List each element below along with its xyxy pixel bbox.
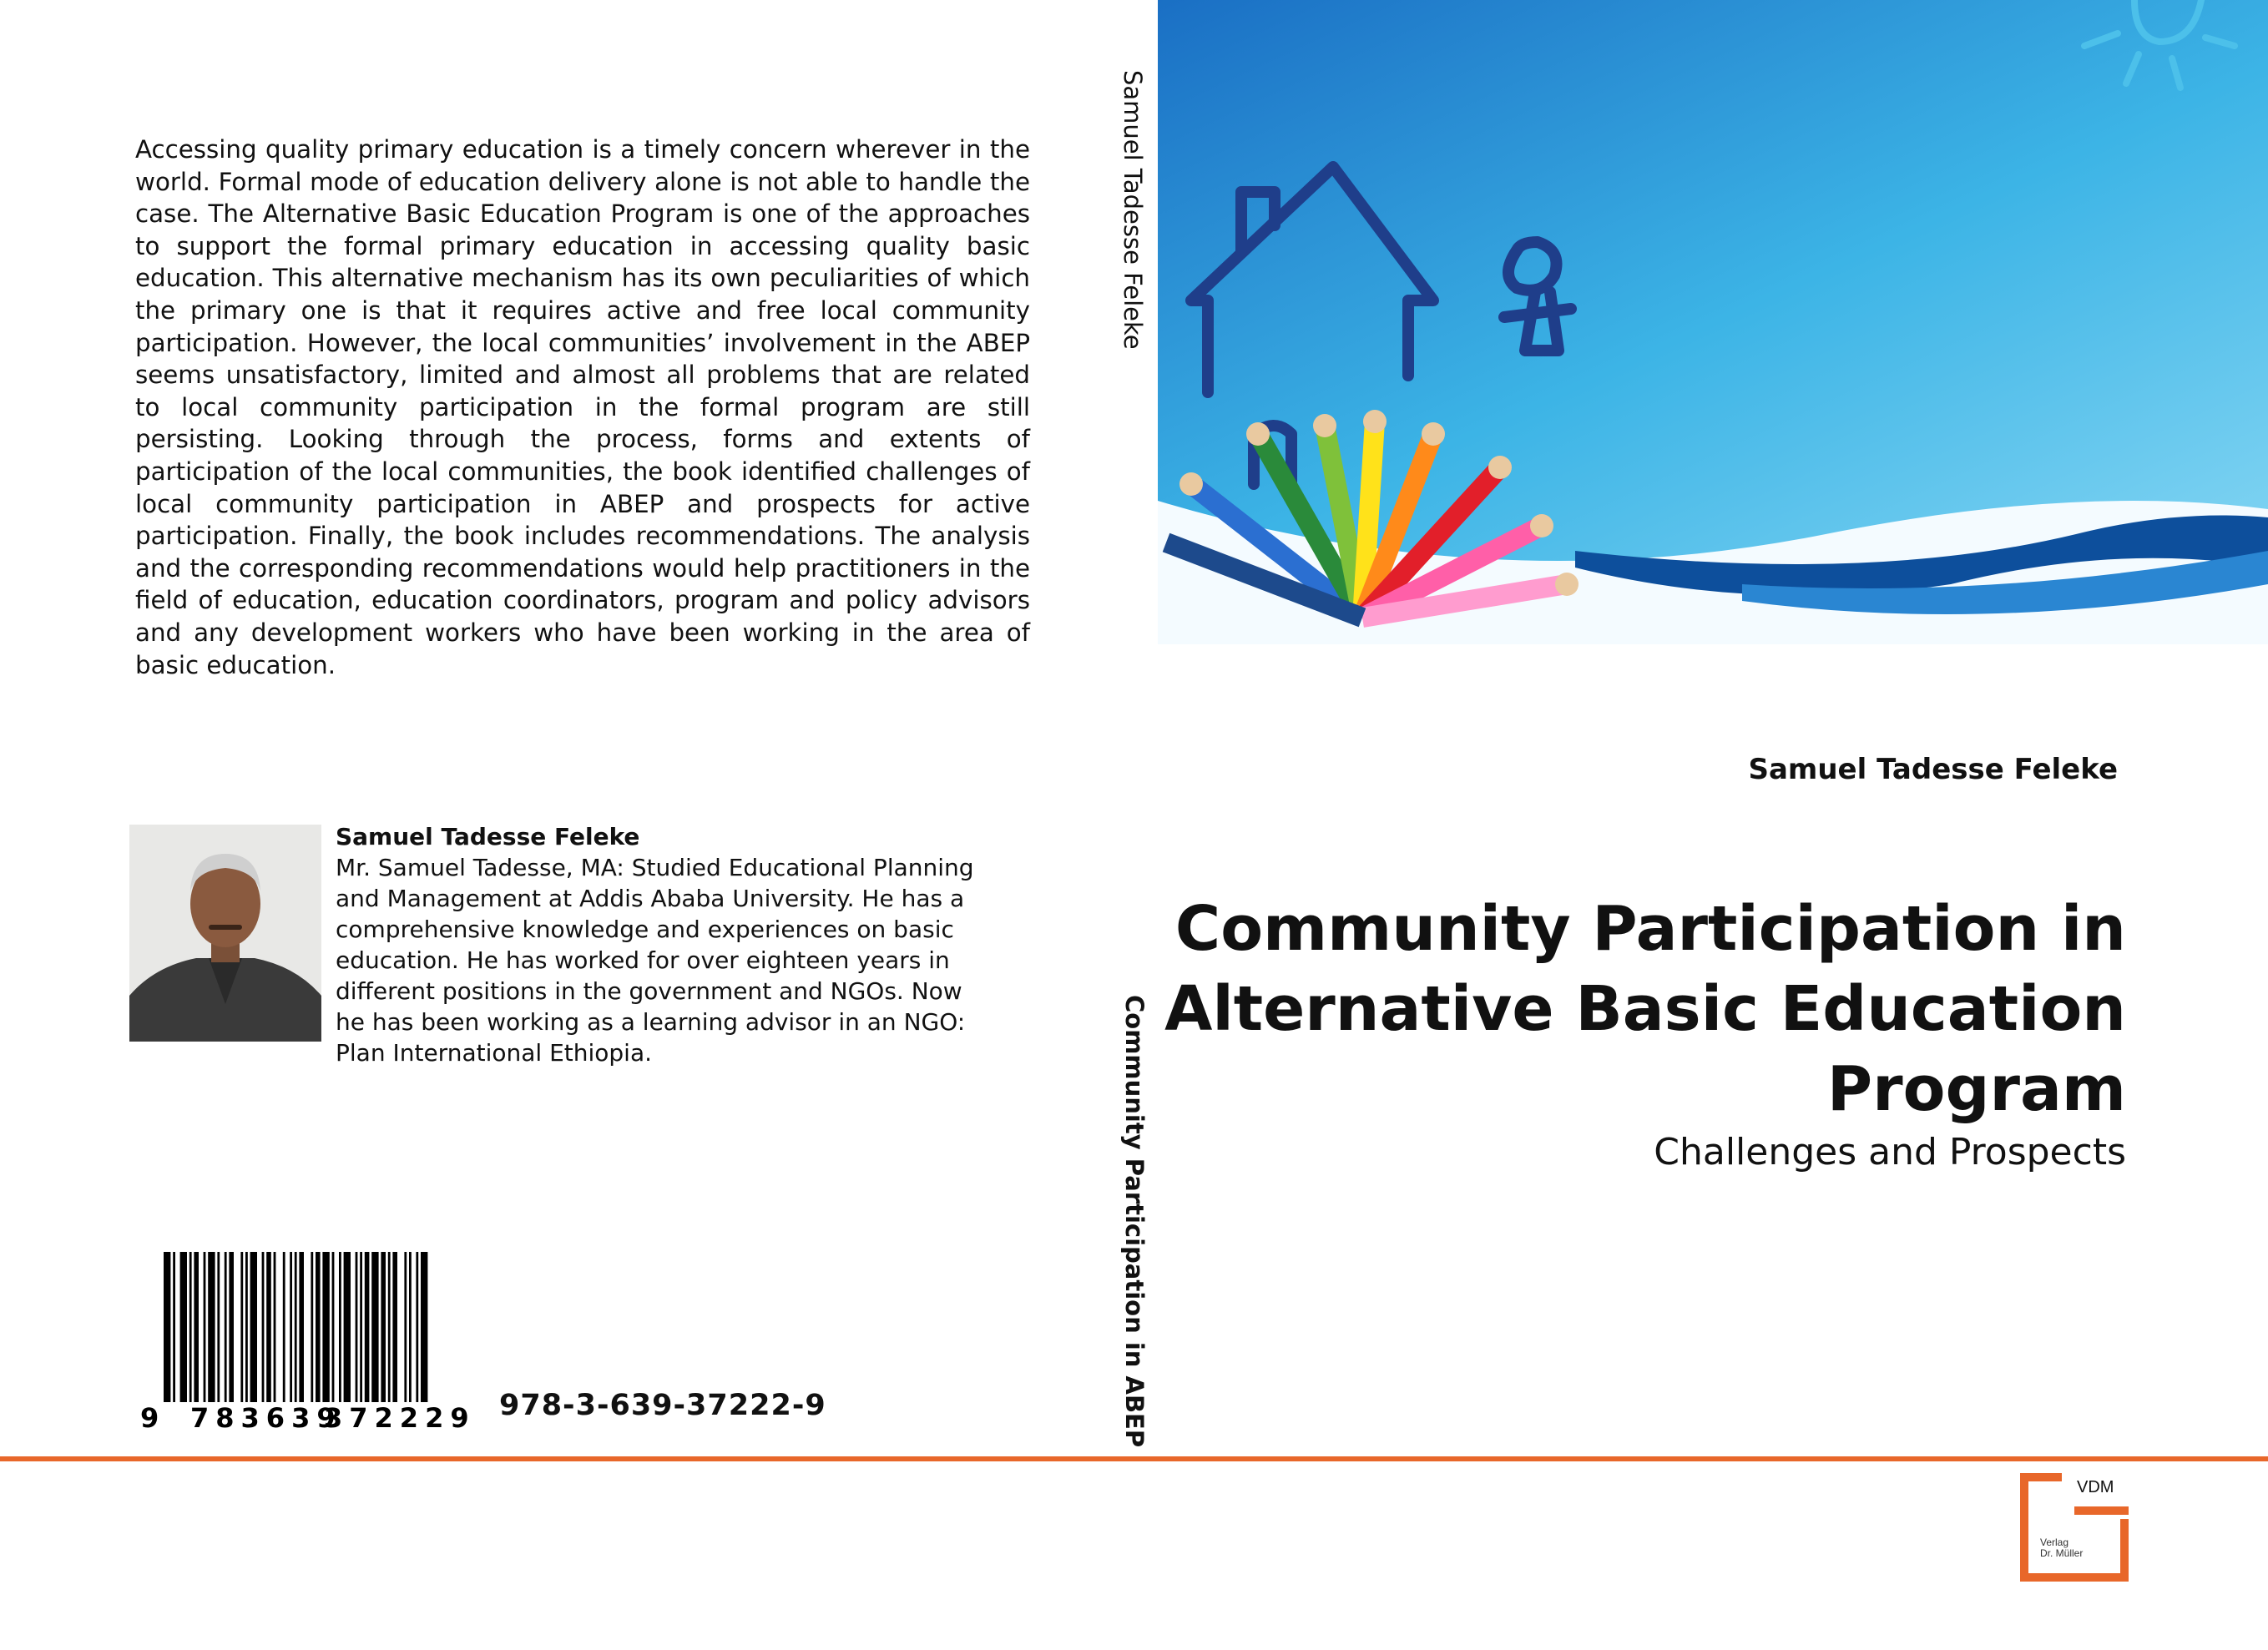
barcode-digits: 372229	[324, 1402, 474, 1431]
isbn-barcode	[132, 1252, 474, 1431]
barcode-bar	[204, 1252, 206, 1402]
barcode-bar	[240, 1252, 243, 1402]
barcode-bar	[409, 1252, 412, 1402]
barcode-digits: 783639	[190, 1402, 342, 1431]
cover-subtitle: Challenges and Prospects	[1654, 1131, 2126, 1173]
cover-title-line: Program	[1826, 1053, 2126, 1125]
barcode-bar	[164, 1252, 170, 1402]
barcode-bar	[316, 1252, 321, 1402]
barcode-bar	[344, 1252, 351, 1402]
barcode-bar	[381, 1252, 386, 1402]
barcode-bar	[274, 1252, 276, 1402]
spine-title: Community Participation in ABEP	[1120, 995, 1149, 1448]
barcode-bar	[388, 1252, 391, 1402]
barcode-bar	[266, 1252, 271, 1402]
logo-subtext-line: Dr. Müller	[2040, 1547, 2084, 1559]
barcode-bar	[262, 1252, 265, 1402]
barcode-bar	[180, 1252, 187, 1402]
barcode-bar	[421, 1252, 427, 1402]
barcode-bar	[392, 1252, 397, 1402]
spine-author: Samuel Tadesse Feleke	[1119, 70, 1147, 350]
cover-title-line: Alternative Basic Education	[1164, 973, 2126, 1045]
barcode-bar	[189, 1252, 192, 1402]
barcode-digits: 9	[140, 1402, 166, 1431]
barcode-bar	[208, 1252, 215, 1402]
cover-title	[1124, 889, 2126, 1129]
barcode-bar	[360, 1252, 362, 1402]
author-photo	[129, 825, 321, 1042]
orange-divider	[0, 1456, 2268, 1461]
isbn-number: 978-3-639-37222-9	[499, 1389, 826, 1422]
bio-text: Mr. Samuel Tadesse, MA: Studied Educational Planning and Management at Addis Ababa University. He has a comprehensive knowledge and experiences on basic education. He has worked for over eighteen years in different positions in the government and NGOs. Now he has been working as a learning advisor in an NGO: Plan International Ethiopia.	[336, 854, 974, 1067]
barcode-bar	[311, 1252, 313, 1402]
barcode-bar	[194, 1252, 199, 1402]
barcode-bar	[356, 1252, 358, 1402]
barcode-bar	[217, 1252, 220, 1402]
barcode-bar	[290, 1252, 292, 1402]
barcode-bar	[283, 1252, 285, 1402]
bio-author-name: Samuel Tadesse Feleke	[336, 823, 640, 850]
logo-subtext-line: Verlag	[2040, 1536, 2069, 1548]
publisher-logo-text: VDM	[2077, 1478, 2114, 1496]
barcode-bar	[173, 1252, 175, 1402]
cover-illustration	[1158, 0, 2268, 644]
barcode-bar	[225, 1252, 227, 1402]
barcode-bar	[416, 1252, 418, 1402]
cover-title-line: Community Participation in	[1174, 893, 2126, 965]
author-bio	[336, 821, 987, 1068]
barcode-bar	[322, 1252, 329, 1402]
barcode-bar	[365, 1252, 370, 1402]
publisher-logo-subtext	[2040, 1537, 2083, 1559]
cover-author: Samuel Tadesse Feleke	[1748, 753, 2118, 786]
barcode-bar	[299, 1252, 304, 1402]
barcode-bar	[404, 1252, 407, 1402]
barcode-bar	[371, 1252, 378, 1402]
barcode-bar	[295, 1252, 297, 1402]
barcode-bar	[339, 1252, 341, 1402]
barcode-bar	[229, 1252, 234, 1402]
barcode-bar	[250, 1252, 257, 1402]
barcode-bar	[245, 1252, 248, 1402]
back-cover-blurb: Accessing quality primary education is a timely concern wherever in the world. Formal mode of education delivery alone is not able to handle the case. The Alternative Basic Education Program is one of the approaches to support the formal primary education in accessing quality basic education. This alternative mechanism has its own peculiarities of which the primary one is that it requires active and free local community participation. However, the local communities’ involvement in the ABEP seems unsatisfactory, limited and almost all problems that are related to local community participation in the formal program are still persisting. Looking through the process, forms and extents of participation of the local communities, the book identified challenges of local community participation in ABEP and prospects for active participation. Finally, the book includes recommendations. The analysis and the corresponding recommendations would help practitioners in the field of education, education coordinators, program and policy advisors and any development workers who have been working in the area of basic education.	[135, 135, 1030, 679]
barcode-bar	[332, 1252, 335, 1402]
